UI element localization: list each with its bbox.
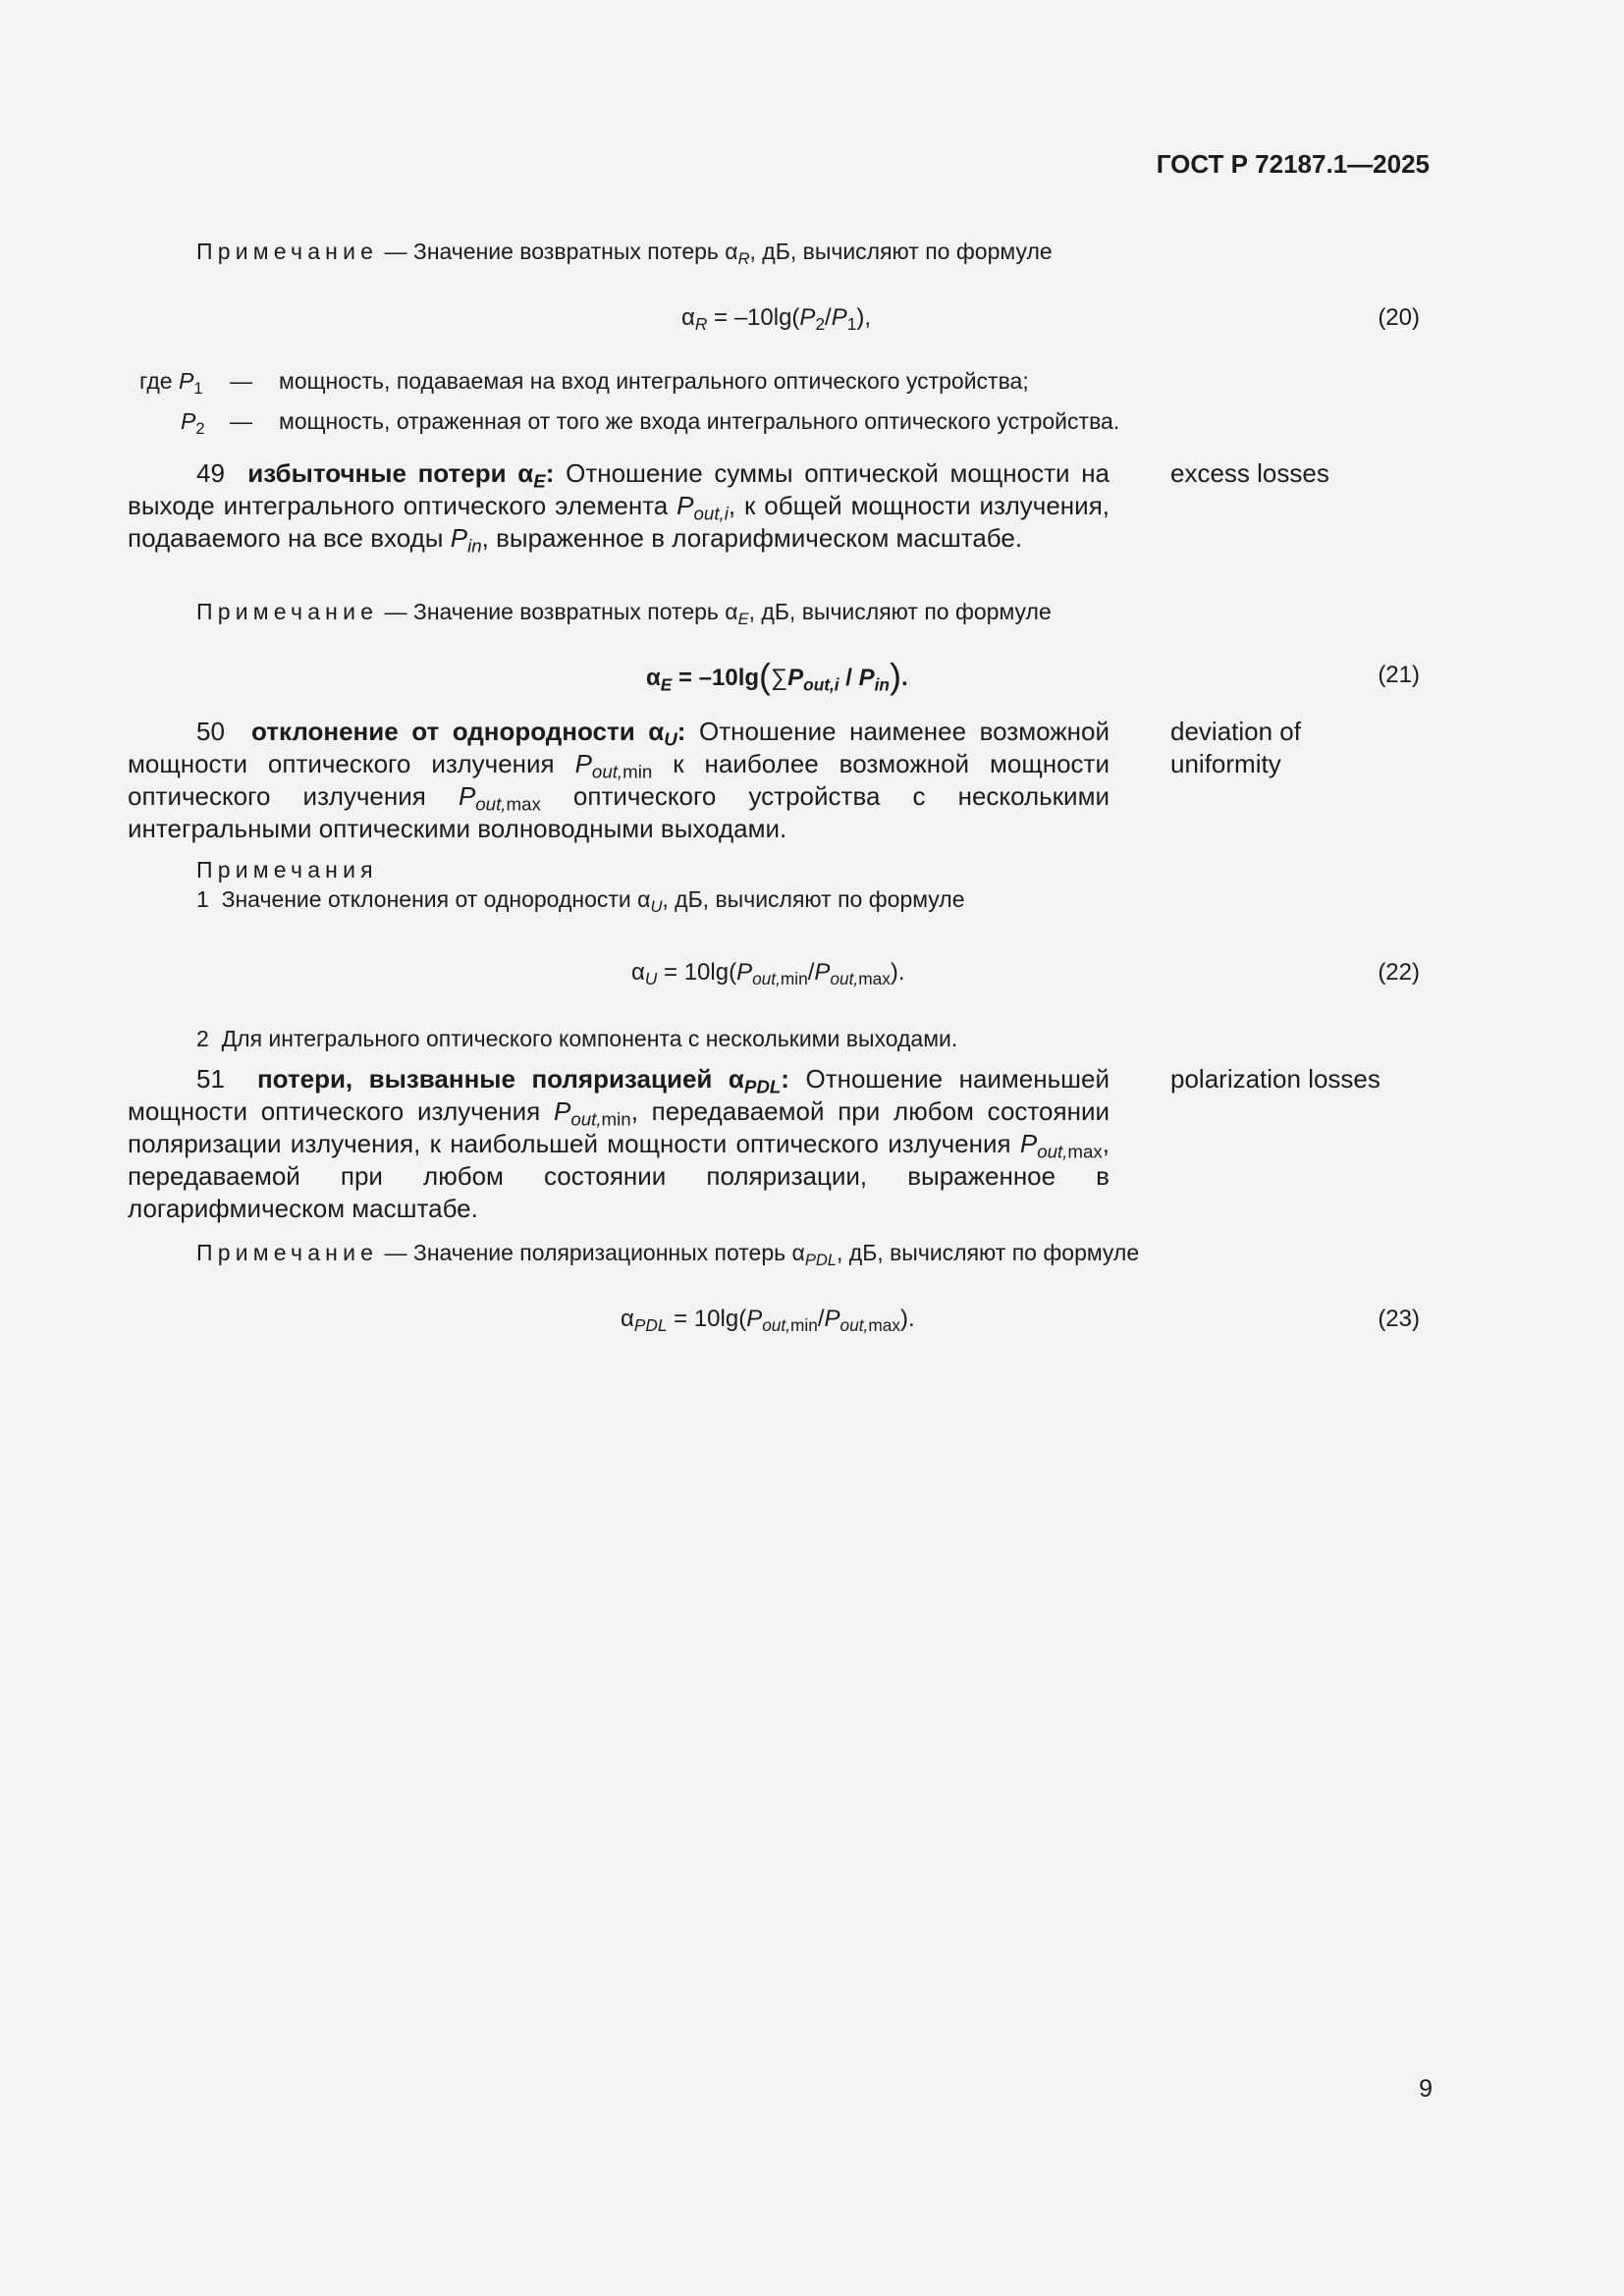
- term-50-english: [1170, 716, 1301, 780]
- note-return-losses: [196, 239, 1053, 268]
- formula-lhs: α: [631, 959, 645, 986]
- where-prefix: где: [139, 368, 179, 394]
- formula-lhs-subscript: R: [694, 314, 708, 335]
- term-var-subscript: out,: [570, 1108, 602, 1130]
- term-english-line: deviation of: [1170, 717, 1301, 746]
- formula-22: [631, 959, 905, 987]
- term-var-subscript: out,: [475, 793, 507, 815]
- formula-var: P: [831, 304, 847, 331]
- formula-slash: /: [807, 959, 815, 986]
- formula-var: P: [736, 959, 753, 986]
- term-49: [128, 457, 1110, 555]
- formula-var: P: [746, 1306, 763, 1332]
- formula-operator: = –10lg(: [707, 304, 800, 331]
- formula-slash: /: [839, 665, 859, 692]
- note-22-item-2: [196, 1026, 957, 1052]
- note-polarization-losses: [196, 1240, 1140, 1269]
- formula-subscript: 1: [846, 314, 857, 335]
- term-definition: , передаваемой при любом состоянии поляризации, выраженное в логарифмическом масштабе.: [128, 1129, 1110, 1223]
- term-var-subscript: min: [623, 761, 653, 782]
- note-text-end: , дБ, вычисляют по формуле: [662, 886, 965, 912]
- term-symbol-subscript: PDL: [743, 1076, 782, 1097]
- formula-subscript: min: [780, 969, 808, 989]
- term-name: избыточные потери: [247, 458, 518, 488]
- formula-var: P: [787, 665, 804, 692]
- formula-slash: /: [817, 1306, 825, 1332]
- formula-var: P: [799, 304, 816, 331]
- page-number: 9: [1419, 2075, 1433, 2103]
- term-definition: оптического устройства с несколькими интегральными оптическими волноводными выходами.: [128, 781, 1110, 843]
- equation-number-20: (20): [1378, 304, 1420, 331]
- note-label: Примечание: [196, 239, 379, 264]
- term-var: P: [458, 781, 476, 811]
- where-dash: —: [230, 408, 252, 434]
- term-name: отклонение от однородности: [251, 717, 649, 746]
- term-definition: Отношение суммы оптической мощности на выходе интегрального оптического элемента: [128, 458, 1110, 520]
- formula-operator: = –10lg: [672, 665, 760, 692]
- formula-paren: ): [889, 656, 901, 696]
- term-var-subscript: max: [1067, 1141, 1103, 1162]
- alpha-symbol: α: [725, 239, 738, 264]
- term-number: 50: [196, 717, 225, 746]
- term-colon: :: [677, 717, 686, 746]
- alpha-subscript: U: [650, 896, 663, 916]
- formula-end: ),: [856, 304, 872, 331]
- formula-subscript: out,: [752, 969, 781, 989]
- term-english-line: uniformity: [1170, 749, 1281, 778]
- formula-lhs-subscript: PDL: [633, 1315, 668, 1336]
- where-description: мощность, подаваемая на вход интегрального оптического устройства;: [279, 368, 1029, 394]
- term-symbol-subscript: E: [533, 470, 546, 492]
- alpha-symbol: α: [637, 886, 651, 912]
- note-text: — Значение возвратных потерь: [378, 599, 726, 624]
- alpha-symbol: α: [725, 599, 738, 624]
- formula-lhs-subscript: E: [660, 674, 673, 695]
- term-51-english: polarization losses: [1170, 1064, 1380, 1094]
- term-number: 49: [196, 458, 225, 488]
- note-excess-losses: [196, 599, 1052, 628]
- alpha-symbol: α: [791, 1240, 805, 1265]
- note-text: — Значение поляризационных потерь: [378, 1240, 792, 1265]
- term-var: P: [677, 491, 694, 520]
- formula-operator: = 10lg(: [667, 1306, 747, 1332]
- term-definition: , выраженное в логарифмическом масштабе.: [481, 523, 1023, 553]
- where-description: мощность, отраженная от того же входа интегрального оптического устройства.: [279, 408, 1120, 434]
- formula-slash: /: [825, 304, 832, 331]
- formula-end: .: [900, 665, 908, 692]
- term-definition: , к общей мощности излучения, подаваемого на все входы: [128, 491, 1110, 553]
- formula-var: P: [824, 1306, 840, 1332]
- term-definition: Отношение наименее возможной мощности оптического излучения: [128, 717, 1110, 778]
- where-subscript: 2: [195, 418, 205, 438]
- formula-lhs: α: [646, 665, 661, 692]
- formula-lhs: α: [621, 1306, 634, 1332]
- formula-subscript: max: [858, 969, 891, 989]
- sum-symbol: ∑: [771, 665, 788, 692]
- formula-end: ).: [890, 959, 905, 986]
- formula-lhs: α: [681, 304, 695, 331]
- note-22-item-1: [196, 886, 965, 916]
- term-definition: Отношение наименьшей мощности оптического излучения: [128, 1064, 1110, 1126]
- term-definition: , передаваемой при любом состоянии поляризации излучения, к наибольшей мощности оптического излучения: [128, 1096, 1110, 1158]
- term-var-subscript: out,: [591, 761, 623, 782]
- term-symbol-subscript: U: [664, 728, 677, 750]
- where-dash: —: [230, 368, 252, 394]
- note-text: — Значение возвратных потерь: [378, 239, 726, 264]
- equation-number-22: (22): [1378, 959, 1420, 986]
- where-symbol: P: [181, 408, 196, 434]
- term-definition: к наиболее возможной мощности оптического излучения: [128, 749, 1110, 811]
- formula-subscript: in: [874, 674, 890, 695]
- where-symbol: P: [178, 368, 194, 394]
- term-var: P: [574, 749, 592, 778]
- formula-subscript: 2: [815, 314, 826, 335]
- formula-20: [681, 304, 872, 335]
- formula-operator: = 10lg(: [657, 959, 737, 986]
- document-number-header: ГОСТ Р 72187.1—2025: [1156, 149, 1430, 179]
- term-symbol: α: [648, 717, 665, 746]
- formula-subscript: min: [790, 1315, 818, 1336]
- term-var-subscript: min: [601, 1108, 631, 1130]
- notes-heading: [196, 857, 378, 883]
- formula-subscript: out,: [839, 1315, 869, 1336]
- formula-end: ).: [899, 1306, 915, 1332]
- alpha-subscript: PDL: [804, 1250, 838, 1269]
- term-51: [128, 1063, 1110, 1225]
- term-symbol: α: [728, 1064, 744, 1094]
- term-var: P: [1019, 1129, 1038, 1158]
- formula-subscript: out,i: [803, 674, 839, 695]
- term-var-subscript: out,: [1037, 1141, 1068, 1162]
- formula-var: P: [858, 665, 875, 692]
- where-item-p2: [181, 408, 205, 438]
- note-label: Примечание: [196, 1240, 379, 1265]
- term-colon: :: [781, 1064, 789, 1094]
- equation-number-21: (21): [1378, 662, 1420, 688]
- note-text: Значение отклонения от однородности: [221, 886, 638, 912]
- term-var: P: [450, 523, 468, 553]
- alpha-subscript: E: [737, 609, 749, 628]
- formula-lhs-subscript: U: [644, 969, 658, 989]
- where-subscript: 1: [193, 378, 203, 398]
- formula-subscript: max: [868, 1315, 900, 1336]
- formula-21: [646, 656, 908, 697]
- note-text-end: , дБ, вычисляют по формуле: [837, 1240, 1140, 1265]
- term-name: потери, вызванные поляризацией: [256, 1064, 729, 1094]
- term-var-subscript: out,i: [693, 503, 729, 524]
- formula-var: P: [814, 959, 831, 986]
- term-50: [128, 716, 1110, 845]
- where-item-p1: [139, 368, 203, 398]
- formula-subscript: out,: [830, 969, 859, 989]
- alpha-subscript: R: [737, 248, 750, 268]
- formula-subscript: out,: [762, 1315, 791, 1336]
- notes-label: Примечания: [196, 857, 378, 882]
- note-text: Для интегрального оптического компонента с несколькими выходами.: [221, 1026, 958, 1051]
- term-symbol: α: [517, 458, 534, 488]
- term-var: P: [554, 1096, 571, 1126]
- term-colon: :: [545, 458, 555, 488]
- term-49-english: excess losses: [1170, 458, 1329, 488]
- equation-number-23: (23): [1378, 1306, 1420, 1332]
- note-number: 2: [196, 1026, 209, 1051]
- note-label: Примечание: [196, 599, 379, 624]
- note-text-end: , дБ, вычисляют по формуле: [749, 239, 1053, 264]
- note-text-end: , дБ, вычисляют по формуле: [748, 599, 1052, 624]
- formula-23: [621, 1306, 915, 1336]
- term-var-subscript: in: [467, 535, 482, 557]
- term-number: 51: [196, 1064, 225, 1094]
- formula-paren: (: [759, 656, 772, 696]
- term-var-subscript: max: [506, 793, 541, 815]
- note-number: 1: [196, 886, 209, 912]
